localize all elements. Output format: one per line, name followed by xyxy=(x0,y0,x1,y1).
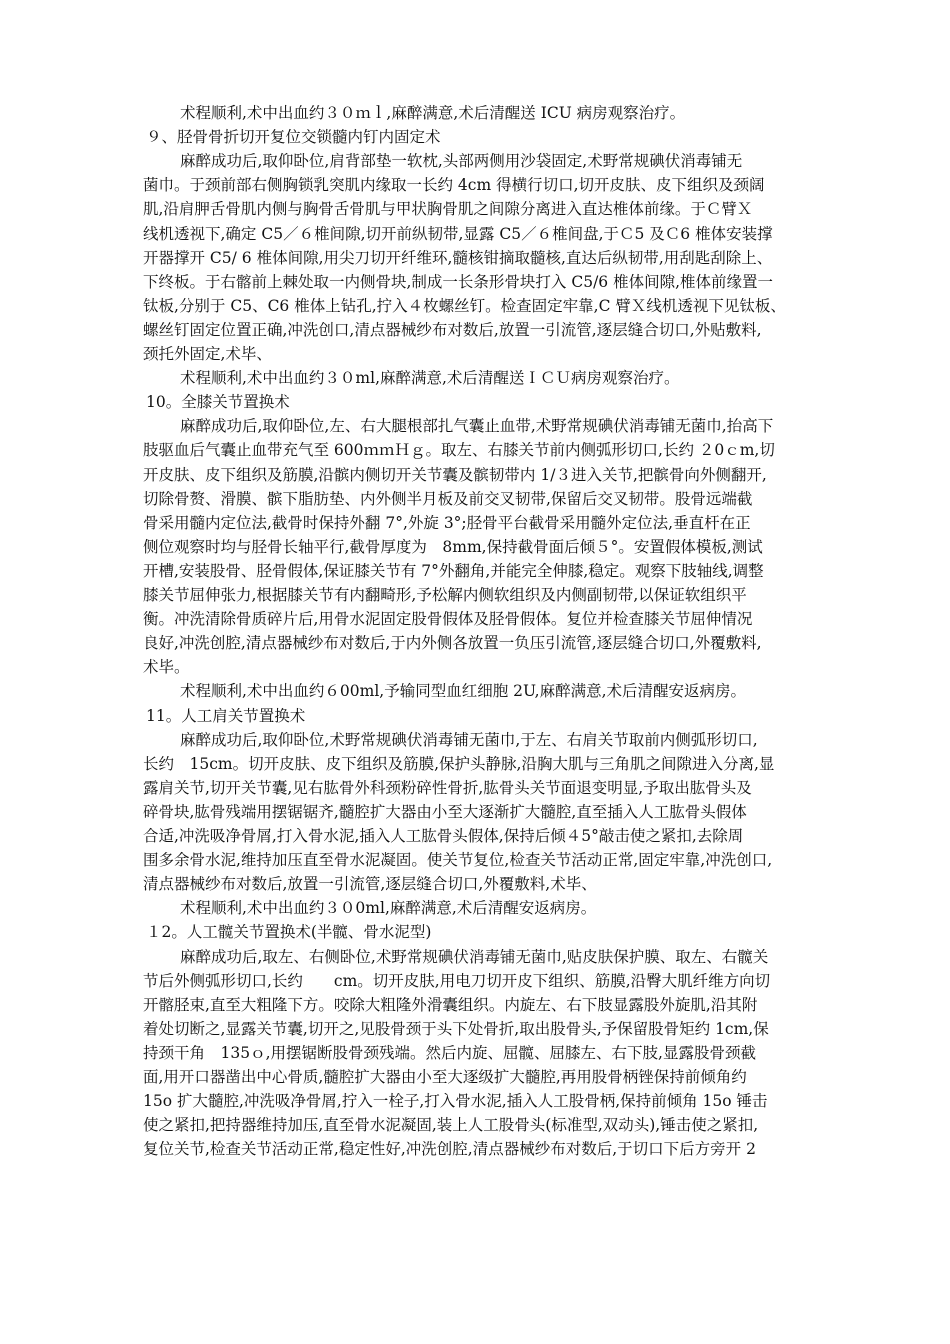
text-line: 术程顺利,术中出血约３０ｍｌ,麻醉满意,术后清醒送 ICU 病房观察治疗。 xyxy=(180,104,686,122)
text-line: 切除骨赘、滑膜、髌下脂肪垫、内外侧半月板及前交叉韧带,保留后交叉韧带。股骨远端截 xyxy=(143,489,753,508)
section-heading: 11。人工肩关节置换术 xyxy=(146,706,306,725)
text-line: 术程顺利,术中出血约３０ml,麻醉满意,术后清醒送ＩＣＵ病房观察治疗。 xyxy=(180,369,680,388)
text-line: 麻醉成功后,取仰卧位,左、右大腿根部扎气囊止血带,术野常规碘伏消毒铺无菌巾,抬高下 xyxy=(180,417,774,436)
text-line: 复位关节,检查关节活动正常,稳定性好,冲洗创腔,清点器械纱布对数后,于切口下后方旁开 2 xyxy=(143,1140,756,1159)
text-line: 颈托外固定,术毕、 xyxy=(143,345,272,363)
text-line: 开槽,安装股骨、胫骨假体,保证膝关节有 7°外翻角,并能完全伸膝,稳定。观察下肢轴线,调整 xyxy=(143,561,764,580)
text-line: 下终板。于右髂前上棘处取一内侧骨块,制成一长条形骨块打入 C5/6 椎体间隙,椎体前缘置一 xyxy=(143,272,774,291)
text-line: 持颈干角 135ｏ,用摆锯断股骨颈残端。然后内旋、屈髋、屈膝左、右下肢,显露股骨颈截 xyxy=(143,1043,756,1062)
text-line: 麻醉成功后,取左、右侧卧位,术野常规碘伏消毒铺无菌巾,贴皮肤保护膜、取左、右髋关 xyxy=(180,947,769,966)
text-line: 合适,冲洗吸净骨屑,打入骨水泥,插入人工肱骨头假体,保持后倾４5°敲击使之紧扣,去除周 xyxy=(143,827,744,845)
text-line: 围多余骨水泥,维持加压直至骨水泥凝固。使关节复位,检查关节活动正常,固定牢靠,冲洗创口, xyxy=(143,851,773,870)
text-line: 开器撑开 C5/ 6 椎体间隙,用尖刀切开纤维环,髓核钳摘取髓核,直达后纵韧带,用刮匙刮除上、 xyxy=(143,248,773,267)
text-line: 节后外侧弧形切口,长约 cm。切开皮肤,用电刀切开皮下组织、筋膜,沿臀大肌纤维方向切 xyxy=(143,971,771,990)
text-line: 肌,沿肩胛舌骨肌内侧与胸骨舌骨肌与甲状胸骨肌之间隙分离进入直达椎体前缘。于Ｃ臂Ｘ xyxy=(143,200,753,219)
text-line: 钛板,分别于 C5、C6 椎体上钻孔,拧入４枚螺丝钉。检查固定牢靠,C 臂Ｘ线机透视下见钛板、 xyxy=(143,296,786,315)
text-line: 使之紧扣,把持器维持加压,直至骨水泥凝固,装上人工股骨头(标准型,双动头),锤击使之紧扣, xyxy=(143,1116,759,1135)
text-line: 碎骨块,肱骨残端用摆锯锯齐,髓腔扩大器由小至大逐渐扩大髓腔,直至插入人工肱骨头假体 xyxy=(143,802,747,821)
text-line: 着处切断之,显露关节囊,切开之,见股骨颈于头下处骨折,取出股骨头,予保留股骨矩约 1cm,保 xyxy=(143,1019,769,1038)
text-line: 长约 15cm。切开皮肤、皮下组织及筋膜,保护头静脉,沿胸大肌与三角肌之间隙进入分离,显 xyxy=(143,754,775,773)
text-line: 露肩关节,切开关节囊,见右肱骨外科颈粉碎性骨折,肱骨头关节面退变明显,予取出肱骨头及 xyxy=(143,778,752,797)
text-line: 膝关节屈伸张力,根据膝关节有内翻畸形,予松解内侧软组织及内侧副韧带,以保证软组织平 xyxy=(143,586,747,604)
text-line: 菌巾。于颈前部右侧胸锁乳突肌内缘取一长约 4cm 得横行切口,切开皮肤、皮下组织及颈阔 xyxy=(143,176,765,195)
section-heading: ９、胫骨骨折切开复位交锁髓内钉内固定术 xyxy=(146,128,441,147)
text-line: 面,用开口器凿出中心骨质,髓腔扩大器由小至大逐级扩大髓腔,再用股骨柄锉保持前倾角约 xyxy=(143,1068,747,1086)
section-heading: 10。全膝关节置换术 xyxy=(146,393,290,412)
text-line: 清点器械纱布对数后,放置一引流管,逐层缝合切口,外覆敷料,术毕、 xyxy=(143,875,597,894)
text-line: 良好,冲洗创腔,清点器械纱布对数后,于内外侧各放置一负压引流管,逐层缝合切口,外覆敷料, xyxy=(143,634,762,653)
text-line: 衡。冲洗清除骨质碎片后,用骨水泥固定股骨假体及胫骨假体。复位并检查膝关节屈伸情况 xyxy=(143,610,753,629)
text-line: 术程顺利,术中出血约６00ml,予输同型血红细胞 2U,麻醉满意,术后清醒安返病房。 xyxy=(180,682,747,701)
text-line: 术毕。 xyxy=(143,658,190,677)
text-line: 开髂胫束,直至大粗隆下方。咬除大粗隆外滑囊组织。内旋左、右下肢显露股外旋肌,沿其附 xyxy=(143,995,758,1014)
text-line: 15o 扩大髓腔,冲洗吸净骨屑,拧入一栓子,打入骨水泥,插入人工股骨柄,保持前倾角 15o 锤击 xyxy=(143,1092,768,1111)
text-line: 螺丝钉固定位置正确,冲洗创口,清点器械纱布对数后,放置一引流管,逐层缝合切口,外贴敷料, xyxy=(143,320,762,339)
text-line: 麻醉成功后,取仰卧位,肩背部垫一软枕,头部两侧用沙袋固定,术野常规碘伏消毒铺无 xyxy=(180,152,743,171)
text-line: 侧位观察时均与胫骨长轴平行,截骨厚度为 8mm,保持截骨面后倾５°。安置假体模板,测试 xyxy=(143,537,763,556)
text-line: 开皮肤、皮下组织及筋膜,沿髌内侧切开关节囊及髌韧带内 1/３进入关节,把髌骨向外侧翻开, xyxy=(143,465,767,484)
section-heading: １2。人工髋关节置换术(半髋、骨水泥型) xyxy=(146,923,432,942)
text-line: 肢驱血后气囊止血带充气至 600ｍｍＨｇ。取左、右膝关节前内侧弧形切口,长约 ２0ｃm,切 xyxy=(143,441,775,460)
text-line: 线机透视下,确定 C5／６椎间隙,切开前纵韧带,显露 C5／６椎间盘,于Ｃ5 及Ｃ6 椎体安装撑 xyxy=(143,224,773,243)
text-line: 麻醉成功后,取仰卧位,术野常规碘伏消毒铺无菌巾,于左、右肩关节取前内侧弧形切口, xyxy=(180,730,758,749)
text-line: 骨采用髓内定位法,截骨时保持外翻 7°,外旋 3°;胫骨平台截骨采用髓外定位法,垂直杆在正 xyxy=(143,513,751,532)
text-line: 术程顺利,术中出血约３０0ml,麻醉满意,术后清醒安返病房。 xyxy=(180,899,597,918)
